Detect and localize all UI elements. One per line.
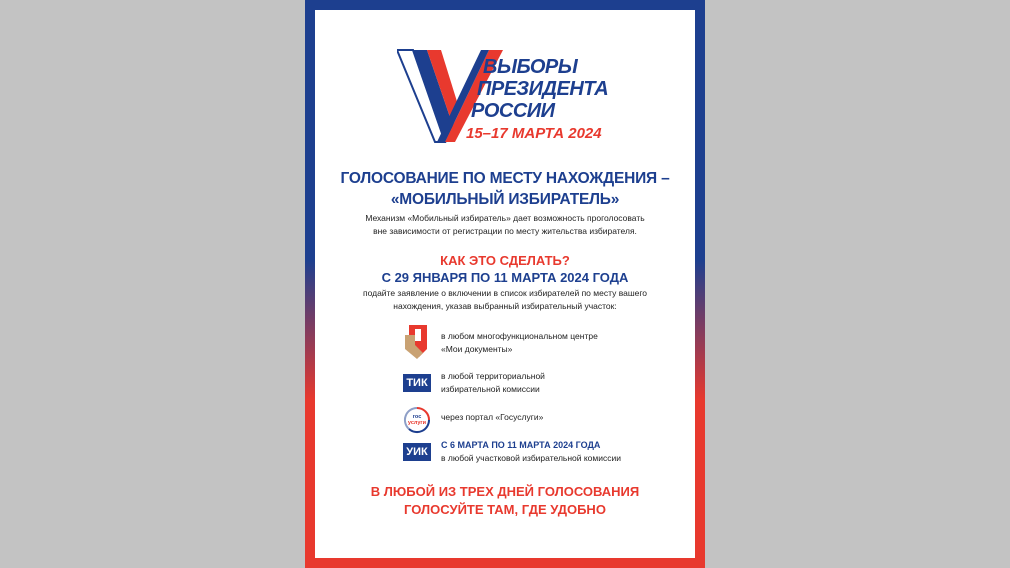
option-uik bbox=[441, 439, 621, 464]
poster bbox=[305, 0, 705, 568]
intro-line2: вне зависимости от регистрации по месту жительства избирателя. bbox=[373, 226, 637, 236]
mfc-icon bbox=[403, 323, 431, 361]
option-mfc-line1: в любом многофункциональном центре bbox=[441, 331, 598, 341]
gosuslugi-icon bbox=[403, 406, 431, 434]
intro-line1: Механизм «Мобильный избиратель» дает возможность проголосовать bbox=[365, 213, 645, 223]
page-title-line2: «МОБИЛЬНЫЙ ИЗБИРАТЕЛЬ» bbox=[390, 191, 620, 208]
option-tik-line2: избирательной комиссии bbox=[441, 383, 540, 394]
instruction-line1: подайте заявление о включении в список избирателей по месту вашего bbox=[362, 288, 648, 298]
option-tik-line1: в любой территориальной bbox=[441, 371, 545, 381]
footer-line1: В ЛЮБОЙ ИЗ ТРЕХ ДНЕЙ ГОЛОСОВАНИЯ bbox=[370, 484, 640, 499]
logo-date: 15–17 МАРТА 2024 bbox=[466, 125, 602, 142]
option-tik bbox=[441, 370, 545, 395]
instruction-line2: нахождения, указав выбранный избирательный участок: bbox=[393, 301, 617, 311]
tik-badge: ТИК bbox=[403, 374, 431, 392]
page-title-line1: ГОЛОСОВАНИЕ ПО МЕСТУ НАХОЖДЕНИЯ – bbox=[340, 170, 670, 187]
logo-line1: ВЫБОРЫ bbox=[483, 56, 578, 78]
option-gosuslugi-line1: через портал «Госуслуги» bbox=[441, 412, 544, 422]
option-mfc bbox=[441, 330, 598, 355]
how-period: С 29 ЯНВАРЯ ПО 11 МАРТА 2024 ГОДА bbox=[381, 270, 629, 285]
logo-line2: ПРЕЗИДЕНТА bbox=[477, 78, 609, 100]
gosuslugi-top: гос bbox=[412, 414, 422, 420]
option-mfc-line2: «Мои документы» bbox=[441, 343, 513, 354]
logo-line3: РОССИИ bbox=[471, 100, 555, 122]
option-uik-period: С 6 МАРТА ПО 11 МАРТА 2024 ГОДА bbox=[441, 440, 601, 450]
uik-badge: УИК bbox=[403, 443, 431, 461]
gosuslugi-bottom: услуги bbox=[407, 420, 427, 426]
poster-content bbox=[315, 10, 695, 558]
elections-logo bbox=[397, 46, 617, 150]
option-gosuslugi bbox=[441, 411, 543, 424]
option-uik-line2: в любой участковой избирательной комиссии bbox=[441, 452, 621, 463]
how-question: КАК ЭТО СДЕЛАТЬ? bbox=[440, 253, 570, 268]
footer-line2: ГОЛОСУЙТЕ ТАМ, ГДЕ УДОБНО bbox=[404, 502, 606, 517]
